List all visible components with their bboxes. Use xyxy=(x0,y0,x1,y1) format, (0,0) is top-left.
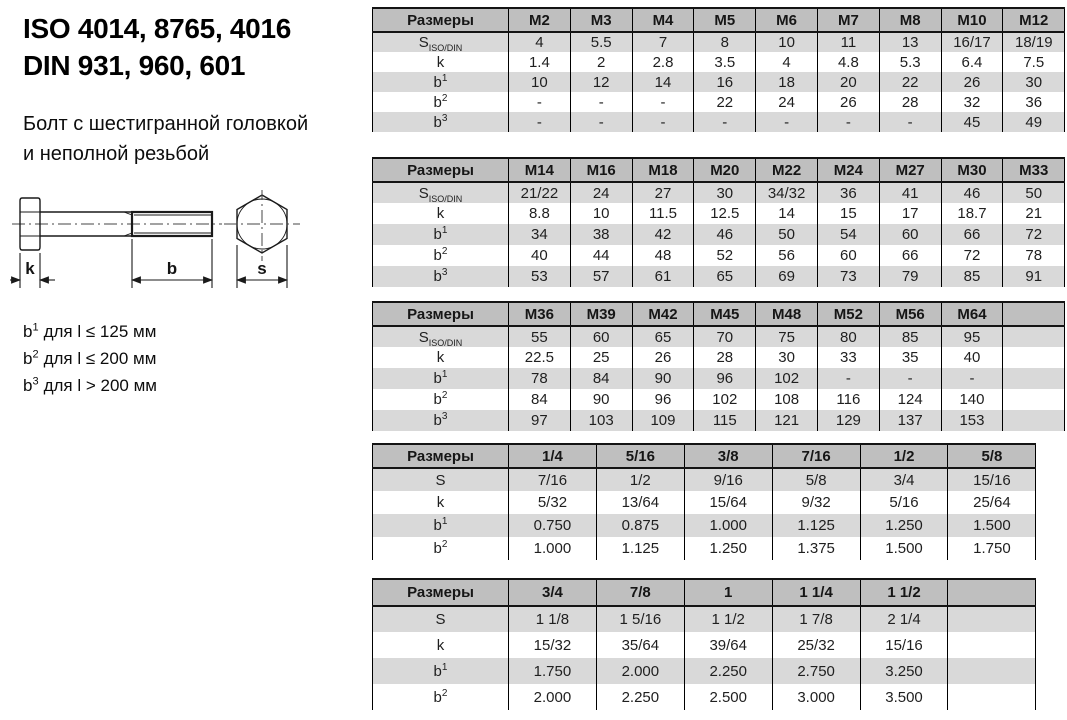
table-cell: 1/2 xyxy=(596,468,684,491)
table-cell: 3/4 xyxy=(860,468,948,491)
table-cell: 21/22 xyxy=(509,182,571,203)
table-row xyxy=(373,468,1036,491)
table-cell: 4 xyxy=(509,32,571,52)
table-cell: 84 xyxy=(570,368,632,389)
table-cell: 7.5 xyxy=(1003,52,1065,72)
size-column-header: M18 xyxy=(632,158,694,182)
size-column-header: M10 xyxy=(941,8,1003,32)
table-cell: 60 xyxy=(879,224,941,245)
table-cell: 1.375 xyxy=(772,537,860,560)
table-cell: 12 xyxy=(570,72,632,92)
table-cell: 65 xyxy=(632,326,694,347)
footnote-b3: $b^3$ для l > 200 мм xyxy=(23,375,157,396)
table-cell: 5/32 xyxy=(509,491,597,514)
row-header: $b^2$ xyxy=(373,92,509,112)
table-cell: - xyxy=(879,112,941,132)
table-cell: 60 xyxy=(817,245,879,266)
product-description xyxy=(23,110,308,169)
table-cell: 1 1/2 xyxy=(684,606,772,632)
table-row xyxy=(373,514,1036,537)
sizes-corner-header: Размеры xyxy=(373,8,509,32)
table-cell: 13/64 xyxy=(596,491,684,514)
row-header: k xyxy=(373,203,509,224)
table-cell: 124 xyxy=(879,389,941,410)
dimension-label-k: k xyxy=(25,259,35,278)
table-cell: 103 xyxy=(570,410,632,431)
dimension-b xyxy=(132,239,212,288)
table-cell: 5.5 xyxy=(570,32,632,52)
table-cell: 4 xyxy=(756,52,818,72)
size-column-header: 1/4 xyxy=(509,444,597,468)
table-cell: 72 xyxy=(941,245,1003,266)
bolt-technical-drawing xyxy=(10,190,332,302)
table-cell: 40 xyxy=(509,245,571,266)
table-cell: 33 xyxy=(817,347,879,368)
table-cell: 3.250 xyxy=(860,658,948,684)
row-header: k xyxy=(373,632,509,658)
table-cell: 109 xyxy=(632,410,694,431)
dimension-table-m36-m64 xyxy=(372,301,1065,431)
table-row xyxy=(373,52,1065,72)
table-cell: 16/17 xyxy=(941,32,1003,52)
size-column-header: M36 xyxy=(509,302,571,326)
table-cell: 22.5 xyxy=(509,347,571,368)
table-cell: 5/8 xyxy=(772,468,860,491)
table-cell: 79 xyxy=(879,266,941,287)
table-cell: 0.875 xyxy=(596,514,684,537)
table-cell: 2 xyxy=(570,52,632,72)
table-cell: 11 xyxy=(817,32,879,52)
table-cell: 65 xyxy=(694,266,756,287)
table-cell: 5.3 xyxy=(879,52,941,72)
row-header: $b^1$ xyxy=(373,658,509,684)
table-cell: 30 xyxy=(694,182,756,203)
table-cell: 15 xyxy=(817,203,879,224)
table-cell: 78 xyxy=(509,368,571,389)
table-cell: 24 xyxy=(570,182,632,203)
sizes-corner-header: Размеры xyxy=(373,158,509,182)
size-column-header: M27 xyxy=(879,158,941,182)
table-cell: 1.250 xyxy=(684,537,772,560)
table-row xyxy=(373,224,1065,245)
iso-standards-line: ISO 4014, 8765, 4016 xyxy=(23,13,291,44)
table-cell: 15/32 xyxy=(509,632,597,658)
table-cell: 26 xyxy=(941,72,1003,92)
table-cell: 30 xyxy=(756,347,818,368)
table-cell: 26 xyxy=(632,347,694,368)
table-cell: 3.500 xyxy=(860,684,948,710)
table-cell: 21 xyxy=(1003,203,1065,224)
table-cell: 15/16 xyxy=(860,632,948,658)
table-cell: 70 xyxy=(694,326,756,347)
table-row xyxy=(373,389,1065,410)
table-cell: 115 xyxy=(694,410,756,431)
size-column-header: M45 xyxy=(694,302,756,326)
table-cell: 24 xyxy=(756,92,818,112)
table-row xyxy=(373,347,1065,368)
row-header: $b^3$ xyxy=(373,266,509,287)
row-header: $b^1$ xyxy=(373,368,509,389)
table-cell: 55 xyxy=(509,326,571,347)
footnote-b1: $b^1$ для l ≤ 125 мм xyxy=(23,321,157,341)
table-cell: - xyxy=(509,112,571,132)
table-row xyxy=(373,245,1065,266)
size-column-header: 1/2 xyxy=(860,444,948,468)
table-cell: - xyxy=(570,112,632,132)
row-header: k xyxy=(373,491,509,514)
size-column-header: M39 xyxy=(570,302,632,326)
table-cell: 35 xyxy=(879,347,941,368)
row-header: k xyxy=(373,347,509,368)
table-cell: 1.500 xyxy=(948,514,1036,537)
table-cell: 2.750 xyxy=(772,658,860,684)
table-cell: 140 xyxy=(941,389,1003,410)
row-header: $b^1$ xyxy=(373,514,509,537)
dimension-table-inch-large xyxy=(372,578,1036,710)
size-column-header: M24 xyxy=(817,158,879,182)
table-row xyxy=(373,491,1036,514)
table-cell: 137 xyxy=(879,410,941,431)
table-cell: 22 xyxy=(879,72,941,92)
row-header: $b^1$ xyxy=(373,72,509,92)
table-cell: 2.000 xyxy=(596,658,684,684)
table-cell: 46 xyxy=(941,182,1003,203)
size-column-header: 3/8 xyxy=(684,444,772,468)
table-cell: 8 xyxy=(694,32,756,52)
table-cell: 66 xyxy=(879,245,941,266)
table-cell: 69 xyxy=(756,266,818,287)
size-column-header: M5 xyxy=(694,8,756,32)
table-cell: 2.000 xyxy=(509,684,597,710)
table-cell: 28 xyxy=(879,92,941,112)
size-column-header: 1 xyxy=(684,579,772,606)
size-column-header: M16 xyxy=(570,158,632,182)
table-cell xyxy=(948,606,1036,632)
table-row xyxy=(373,368,1065,389)
table-cell: 3.5 xyxy=(694,52,756,72)
dimension-table-m14-m33 xyxy=(372,157,1065,287)
table-cell xyxy=(1003,326,1065,347)
row-header: S xyxy=(373,606,509,632)
table-cell: 20 xyxy=(817,72,879,92)
table-cell: 90 xyxy=(632,368,694,389)
table-cell: 26 xyxy=(817,92,879,112)
table-cell: 15/64 xyxy=(684,491,772,514)
din-standards-line: DIN 931, 960, 601 xyxy=(23,50,246,82)
table-cell: 28 xyxy=(694,347,756,368)
table-cell: 80 xyxy=(817,326,879,347)
table-cell: 61 xyxy=(632,266,694,287)
table-cell: 18.7 xyxy=(941,203,1003,224)
size-column-header xyxy=(948,579,1036,606)
table-cell: 46 xyxy=(694,224,756,245)
size-column-header: 1 1/4 xyxy=(772,579,860,606)
table-cell: 90 xyxy=(570,389,632,410)
sizes-corner-header: Размеры xyxy=(373,579,509,606)
table-cell: 57 xyxy=(570,266,632,287)
table-cell: 1.125 xyxy=(596,537,684,560)
table-cell: 41 xyxy=(879,182,941,203)
table-cell: 73 xyxy=(817,266,879,287)
table-cell: 102 xyxy=(694,389,756,410)
row-header: $S_{ISO/DIN}$ xyxy=(373,182,509,203)
description-line-2: и неполной резьбой xyxy=(23,142,210,165)
table-cell: - xyxy=(879,368,941,389)
table-cell: 1.750 xyxy=(509,658,597,684)
row-header: $S_{ISO/DIN}$ xyxy=(373,326,509,347)
table-cell: 12.5 xyxy=(694,203,756,224)
table-cell: - xyxy=(694,112,756,132)
table-row xyxy=(373,203,1065,224)
table-cell: - xyxy=(817,368,879,389)
table-row xyxy=(373,182,1065,203)
row-header: $b^3$ xyxy=(373,112,509,132)
table-cell: 25 xyxy=(570,347,632,368)
table-cell: 18/19 xyxy=(1003,32,1065,52)
size-column-header: M7 xyxy=(817,8,879,32)
table-cell: 17 xyxy=(879,203,941,224)
table-cell: 1.750 xyxy=(948,537,1036,560)
table-cell xyxy=(1003,368,1065,389)
table-cell: 84 xyxy=(509,389,571,410)
description-line-1: Болт с шестигранной головкой xyxy=(23,113,309,135)
table-cell: 97 xyxy=(509,410,571,431)
table-cell: 2.250 xyxy=(596,684,684,710)
table-cell: 60 xyxy=(570,326,632,347)
table-cell: - xyxy=(509,92,571,112)
table-cell: 32 xyxy=(941,92,1003,112)
table-cell: 3.000 xyxy=(772,684,860,710)
dimension-label-b: b xyxy=(166,259,178,278)
table-cell: 48 xyxy=(632,245,694,266)
row-header: S xyxy=(373,468,509,491)
table-cell: 153 xyxy=(941,410,1003,431)
row-header: $b^2$ xyxy=(373,537,509,560)
table-cell: 9/32 xyxy=(772,491,860,514)
table-cell: 16 xyxy=(694,72,756,92)
table-cell: 22 xyxy=(694,92,756,112)
table-cell: 2.8 xyxy=(632,52,694,72)
table-cell: 0.750 xyxy=(509,514,597,537)
table-cell: 91 xyxy=(1003,266,1065,287)
table-cell: 1 1/8 xyxy=(509,606,597,632)
table-cell: - xyxy=(632,92,694,112)
footnotes xyxy=(23,318,157,400)
table-cell: 14 xyxy=(756,203,818,224)
table-row xyxy=(373,410,1065,431)
table-row xyxy=(373,326,1065,347)
table-cell xyxy=(948,658,1036,684)
table-cell: 2.250 xyxy=(684,658,772,684)
size-column-header: M33 xyxy=(1003,158,1065,182)
table-cell: 35/64 xyxy=(596,632,684,658)
table-cell: 8.8 xyxy=(509,203,571,224)
table-row xyxy=(373,32,1065,52)
table-cell: 18 xyxy=(756,72,818,92)
table-cell: 1.000 xyxy=(684,514,772,537)
row-header: $b^2$ xyxy=(373,245,509,266)
table-cell: 85 xyxy=(941,266,1003,287)
table-cell: 44 xyxy=(570,245,632,266)
size-column-header: M56 xyxy=(879,302,941,326)
table-cell: 1 5/16 xyxy=(596,606,684,632)
table-cell xyxy=(948,632,1036,658)
table-cell: 1.500 xyxy=(860,537,948,560)
table-cell: - xyxy=(756,112,818,132)
row-header: k xyxy=(373,52,509,72)
table-cell: 102 xyxy=(756,368,818,389)
table-row xyxy=(373,606,1036,632)
footnote-b2: $b^2$ для l ≤ 200 мм xyxy=(23,348,157,369)
table-cell: 53 xyxy=(509,266,571,287)
row-header: $b^2$ xyxy=(373,389,509,410)
size-column-header: M42 xyxy=(632,302,694,326)
table-cell: 121 xyxy=(756,410,818,431)
size-column-header: M20 xyxy=(694,158,756,182)
size-column-header: M3 xyxy=(570,8,632,32)
table-cell: 38 xyxy=(570,224,632,245)
table-cell xyxy=(1003,389,1065,410)
table-cell: 9/16 xyxy=(684,468,772,491)
table-cell: 108 xyxy=(756,389,818,410)
hex-end-view xyxy=(224,190,300,261)
table-cell: 1.000 xyxy=(509,537,597,560)
table-row xyxy=(373,92,1065,112)
size-column-header: M8 xyxy=(879,8,941,32)
table-cell: 7 xyxy=(632,32,694,52)
table-cell: 10 xyxy=(756,32,818,52)
table-cell: 42 xyxy=(632,224,694,245)
table-cell: 7/16 xyxy=(509,468,597,491)
table-row xyxy=(373,684,1036,710)
table-cell: 2 1/4 xyxy=(860,606,948,632)
table-cell: - xyxy=(632,112,694,132)
size-column-header: 5/16 xyxy=(596,444,684,468)
table-cell: - xyxy=(817,112,879,132)
size-column-header: 7/16 xyxy=(772,444,860,468)
table-cell: 1.250 xyxy=(860,514,948,537)
table-cell: - xyxy=(570,92,632,112)
table-cell: 129 xyxy=(817,410,879,431)
dimension-label-s: s xyxy=(257,259,267,278)
table-cell: 1 7/8 xyxy=(772,606,860,632)
table-cell: 5/16 xyxy=(860,491,948,514)
table-cell xyxy=(1003,347,1065,368)
table-cell: 13 xyxy=(879,32,941,52)
table-cell: 85 xyxy=(879,326,941,347)
table-cell: 2.500 xyxy=(684,684,772,710)
size-column-header: M4 xyxy=(632,8,694,32)
table-cell: 27 xyxy=(632,182,694,203)
table-cell: 95 xyxy=(941,326,1003,347)
size-column-header: 3/4 xyxy=(509,579,597,606)
size-column-header xyxy=(1003,302,1065,326)
table-cell: 50 xyxy=(1003,182,1065,203)
sizes-corner-header: Размеры xyxy=(373,302,509,326)
size-column-header: M6 xyxy=(756,8,818,32)
table-cell: 116 xyxy=(817,389,879,410)
row-header: $b^2$ xyxy=(373,684,509,710)
dimension-k xyxy=(10,253,55,288)
standards-title xyxy=(23,10,291,84)
size-column-header: M14 xyxy=(509,158,571,182)
table-cell: 25/64 xyxy=(948,491,1036,514)
table-cell: 6.4 xyxy=(941,52,1003,72)
table-cell: 96 xyxy=(694,368,756,389)
table-cell: 72 xyxy=(1003,224,1065,245)
table-row xyxy=(373,632,1036,658)
size-column-header: M30 xyxy=(941,158,1003,182)
size-column-header: M2 xyxy=(509,8,571,32)
table-cell: 54 xyxy=(817,224,879,245)
table-row xyxy=(373,658,1036,684)
sizes-corner-header: Размеры xyxy=(373,444,509,468)
table-cell: 45 xyxy=(941,112,1003,132)
table-cell: 56 xyxy=(756,245,818,266)
table-cell: 34 xyxy=(509,224,571,245)
table-cell: 36 xyxy=(1003,92,1065,112)
table-cell: 11.5 xyxy=(632,203,694,224)
size-column-header: M22 xyxy=(756,158,818,182)
dimension-table-inch-small xyxy=(372,443,1036,560)
row-header: $S_{ISO/DIN}$ xyxy=(373,32,509,52)
table-cell: 25/32 xyxy=(772,632,860,658)
table-cell: 1.4 xyxy=(509,52,571,72)
table-cell: 15/16 xyxy=(948,468,1036,491)
table-cell: 49 xyxy=(1003,112,1065,132)
table-row xyxy=(373,112,1065,132)
table-cell: 4.8 xyxy=(817,52,879,72)
table-cell: 50 xyxy=(756,224,818,245)
table-cell: 30 xyxy=(1003,72,1065,92)
table-row xyxy=(373,72,1065,92)
size-column-header: M48 xyxy=(756,302,818,326)
row-header: $b^1$ xyxy=(373,224,509,245)
table-cell: 66 xyxy=(941,224,1003,245)
table-cell: 78 xyxy=(1003,245,1065,266)
table-cell: 52 xyxy=(694,245,756,266)
size-column-header: 7/8 xyxy=(596,579,684,606)
table-cell: 14 xyxy=(632,72,694,92)
size-column-header: 1 1/2 xyxy=(860,579,948,606)
table-cell: 1.125 xyxy=(772,514,860,537)
table-cell: 10 xyxy=(570,203,632,224)
table-cell: 40 xyxy=(941,347,1003,368)
size-column-header: 5/8 xyxy=(948,444,1036,468)
size-column-header: M52 xyxy=(817,302,879,326)
size-column-header: M12 xyxy=(1003,8,1065,32)
table-row xyxy=(373,266,1065,287)
table-cell: 36 xyxy=(817,182,879,203)
row-header: $b^3$ xyxy=(373,410,509,431)
table-cell xyxy=(1003,410,1065,431)
table-cell: 96 xyxy=(632,389,694,410)
table-cell: 75 xyxy=(756,326,818,347)
table-cell: 10 xyxy=(509,72,571,92)
dimension-table-m2-m12 xyxy=(372,7,1065,132)
table-cell xyxy=(948,684,1036,710)
table-cell: - xyxy=(941,368,1003,389)
size-column-header: M64 xyxy=(941,302,1003,326)
table-row xyxy=(373,537,1036,560)
table-cell: 39/64 xyxy=(684,632,772,658)
table-cell: 34/32 xyxy=(756,182,818,203)
